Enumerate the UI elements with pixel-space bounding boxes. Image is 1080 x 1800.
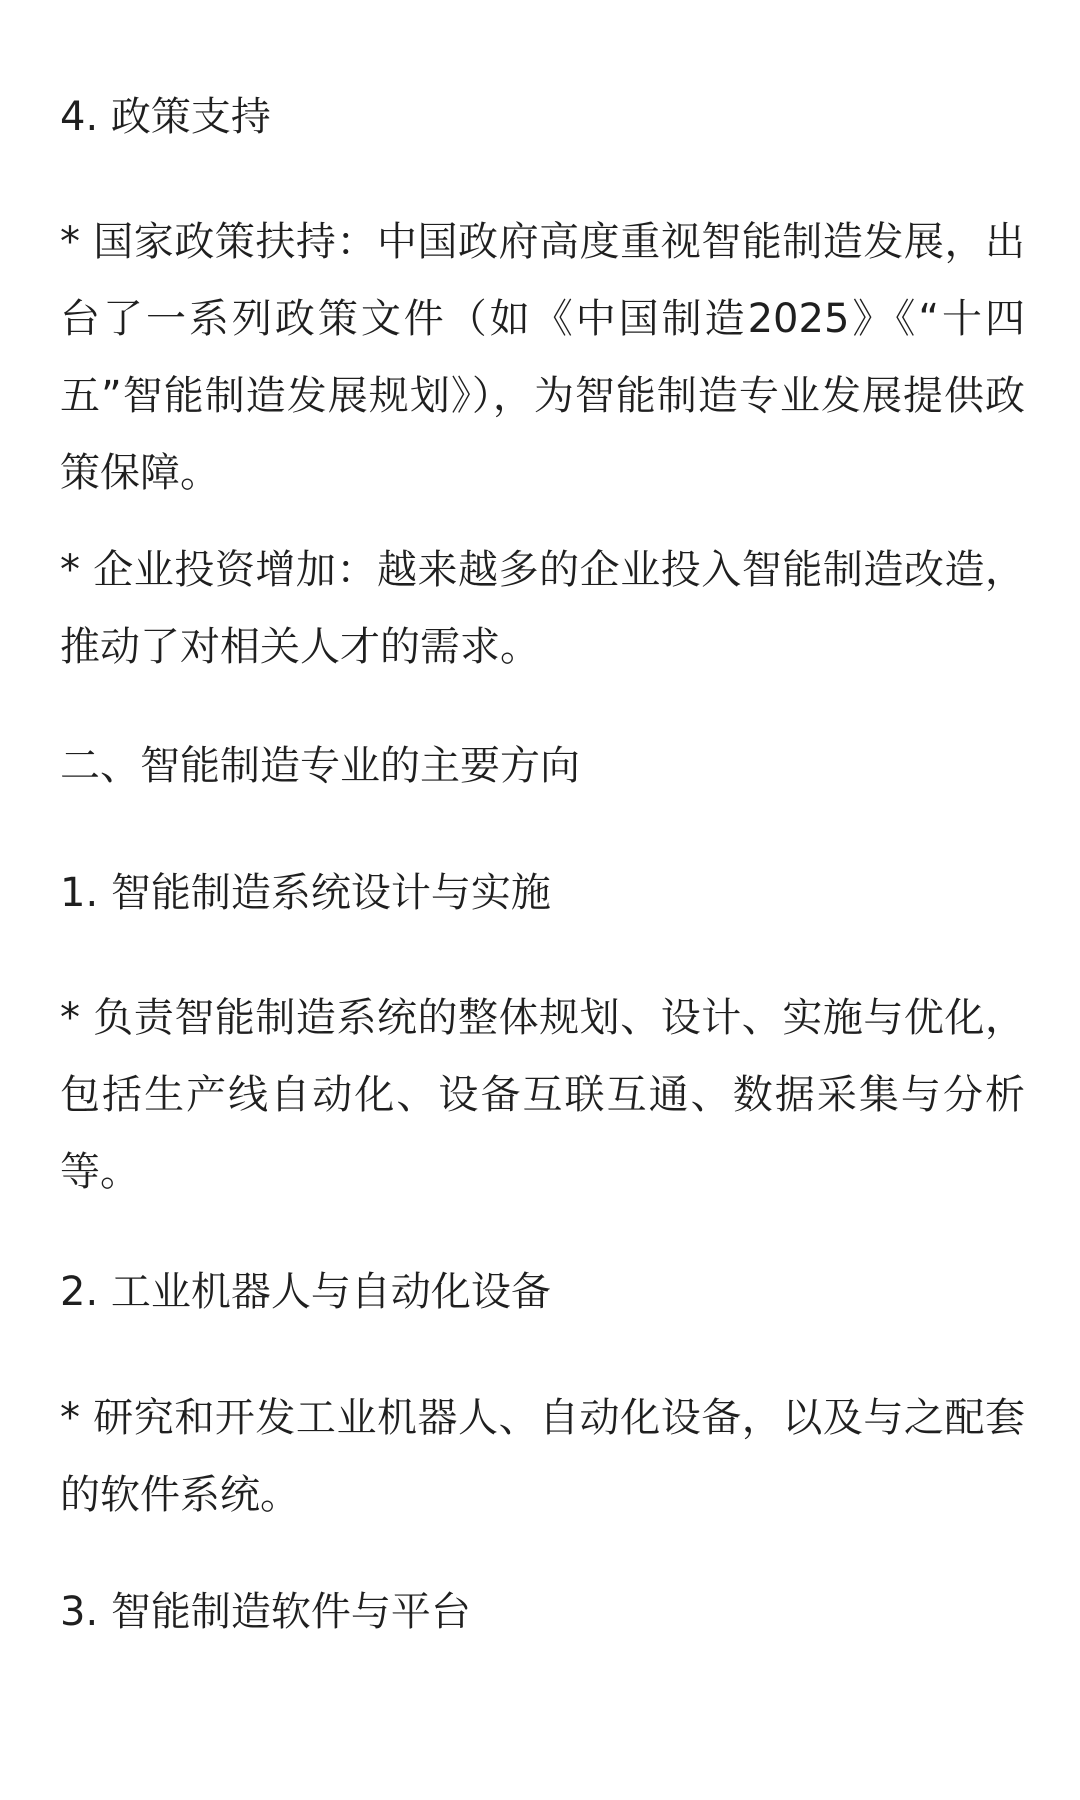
policy-support-heading: 4. 政策支持 — [60, 94, 271, 140]
direction-2-paragraph: * 研究和开发工业机器人、自动化设备，以及与之配套的软件系统。 — [60, 1395, 1025, 1518]
direction-2-heading: 2. 工业机器人与自动化设备 — [60, 1269, 551, 1315]
national-policy-paragraph: * 国家政策扶持：中国政府高度重视智能制造发展，出台了一系列政策文件（如《中国制造2025》《“十四五”智能制造发展规划》），为智能制造专业发展提供政策保障。 — [60, 219, 1025, 496]
section-two-heading: 二、智能制造专业的主要方向 — [60, 743, 580, 789]
enterprise-investment-paragraph: * 企业投资增加：越来越多的企业投入智能制造改造，推动了对相关人才的需求。 — [60, 547, 1025, 670]
direction-1-paragraph: * 负责智能制造系统的整体规划、设计、实施与优化，包括生产线自动化、设备互联互通、数据采集与分析等。 — [60, 995, 1025, 1195]
direction-3-heading: 3. 智能制造软件与平台 — [60, 1589, 471, 1635]
direction-1-heading: 1. 智能制造系统设计与实施 — [60, 870, 551, 916]
